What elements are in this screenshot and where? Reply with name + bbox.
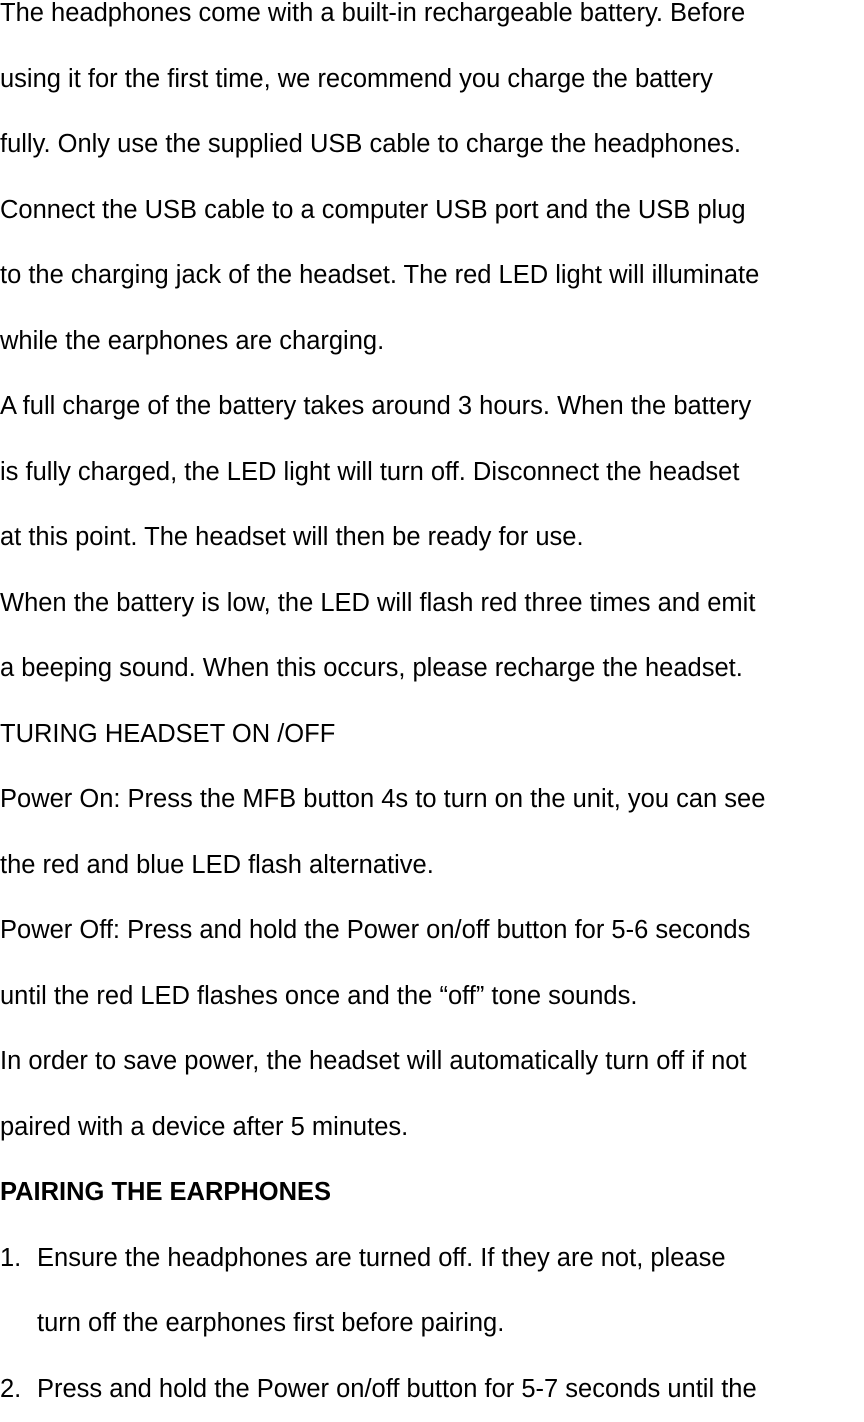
- list-item: [0, 1357, 864, 1422]
- list-item-continuation: turn off the earphones first before pairing.: [0, 1291, 864, 1357]
- text-line: is fully charged, the LED light will turn off. Disconnect the headset: [0, 440, 864, 506]
- text-line: fully. Only use the supplied USB cable to charge the headphones.: [0, 112, 864, 178]
- list-item-number: 2.: [0, 1357, 37, 1422]
- section-heading-power: TURING HEADSET ON /OFF: [0, 702, 864, 768]
- text-line: a beeping sound. When this occurs, please recharge the headset.: [0, 636, 864, 702]
- text-line: When the battery is low, the LED will flash red three times and emit: [0, 571, 864, 637]
- text-line: Power Off: Press and hold the Power on/off button for 5-6 seconds: [0, 898, 864, 964]
- text-line: A full charge of the battery takes around 3 hours. When the battery: [0, 374, 864, 440]
- text-line: to the charging jack of the headset. The red LED light will illuminate: [0, 243, 864, 309]
- list-item: [0, 1226, 864, 1292]
- text-line: until the red LED flashes once and the “off” tone sounds.: [0, 964, 864, 1030]
- text-line: using it for the first time, we recommend you charge the battery: [0, 47, 864, 113]
- section-heading-pairing: PAIRING THE EARPHONES: [0, 1160, 864, 1226]
- list-item-text: Ensure the headphones are turned off. If they are not, please: [37, 1244, 726, 1272]
- text-line: while the earphones are charging.: [0, 309, 864, 375]
- text-line: at this point. The headset will then be ready for use.: [0, 505, 864, 571]
- text-line: paired with a device after 5 minutes.: [0, 1095, 864, 1161]
- text-line: In order to save power, the headset will automatically turn off if not: [0, 1029, 864, 1095]
- list-item-number: 1.: [0, 1226, 37, 1292]
- text-line: The headphones come with a built-in rechargeable battery. Before: [0, 0, 864, 47]
- text-line: the red and blue LED flash alternative.: [0, 833, 864, 899]
- list-item-text: Press and hold the Power on/off button for 5-7 seconds until the: [37, 1375, 757, 1403]
- text-line: Power On: Press the MFB button 4s to turn on the unit, you can see: [0, 767, 864, 833]
- text-line: Connect the USB cable to a computer USB port and the USB plug: [0, 178, 864, 244]
